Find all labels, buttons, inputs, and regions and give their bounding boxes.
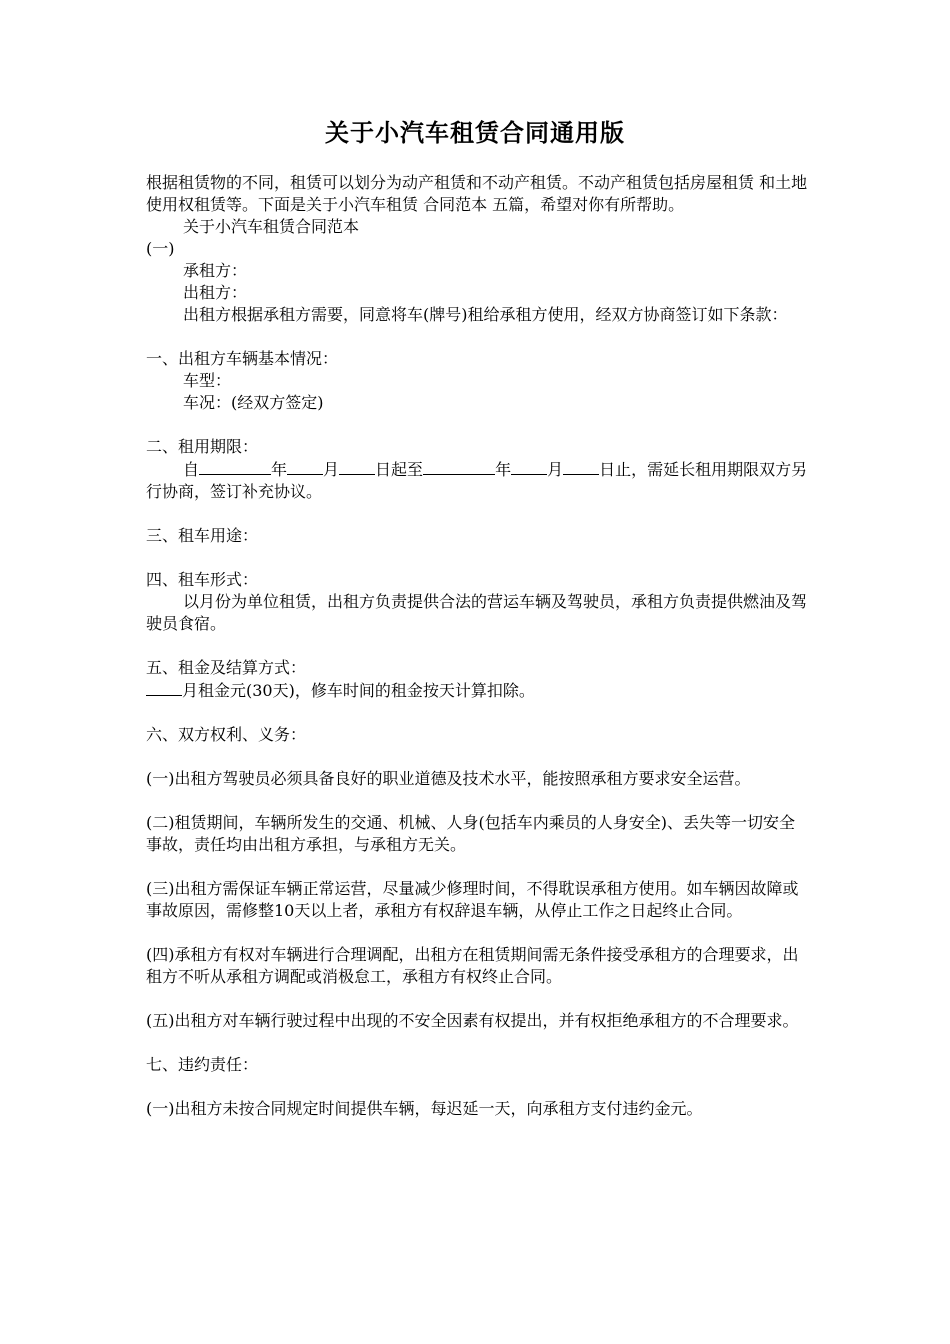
start-day-blank [339, 458, 375, 475]
section-6-item-1: (一)出租方驾驶员必须具备良好的职业道德及技术水平，能按照承租方要求安全运营。 [146, 769, 751, 788]
section-6-item-2: (二)租赁期间，车辆所发生的交通、机械、人身(包括车内乘员的人身安全)、丢失等一切安全事故，责任均由出租方承担，与承租方无关。 [146, 813, 795, 854]
lessor-line: 出租方： [183, 283, 248, 302]
spacer [146, 922, 810, 944]
car-condition-line: 车况：(经双方签定) [183, 393, 324, 412]
section-5-heading: 五、租金及结算方式： [146, 658, 307, 677]
section-5-text [146, 679, 810, 702]
year-label: 年 [271, 460, 288, 479]
spacer [146, 1076, 810, 1098]
year-label-2: 年 [495, 460, 512, 479]
spacer [146, 1032, 810, 1054]
section-5-text-body: 月租金元(30天)，修车时间的租金按天计算扣除。 [182, 681, 535, 700]
end-year-blank [423, 458, 495, 475]
rent-amount-blank [146, 679, 182, 696]
rental-period-paragraph [146, 458, 810, 503]
section-6-item-4: (四)承租方有权对车辆进行合理调配，出租方在租赁期间需无条件接受承租方的合理要求，出租方不听从承租方调配或消极怠工，承租方有权终止合同。 [146, 945, 799, 986]
from-label: 自 [183, 460, 200, 479]
spacer [146, 635, 810, 657]
section-7-heading: 七、违约责任： [146, 1055, 259, 1074]
spacer [146, 790, 810, 812]
month-label: 月 [323, 460, 340, 479]
document-title: 关于小汽车租赁合同通用版 [325, 118, 625, 147]
section-4-heading: 四、租车形式： [146, 570, 259, 589]
spacer [146, 988, 810, 1010]
end-day-blank [563, 458, 599, 475]
day-to-label: 日起至 [375, 460, 424, 479]
section-6-item-5: (五)出租方对车辆行驶过程中出现的不安全因素有权提出，并有权拒绝承租方的不合理要求。 [146, 1011, 799, 1030]
spacer [146, 414, 810, 436]
subtitle: 关于小汽车租赁合同范本 [183, 217, 360, 236]
month-label-2: 月 [547, 460, 564, 479]
end-month-blank [511, 458, 547, 475]
spacer [146, 547, 810, 569]
spacer [146, 326, 810, 348]
start-month-blank [287, 458, 323, 475]
lessee-line: 承租方： [183, 261, 248, 280]
start-year-blank [199, 458, 271, 475]
section-4-text: 以月份为单位租赁，出租方负责提供合法的营运车辆及驾驶员，承租方负责提供燃油及驾驶员食宿。 [146, 592, 808, 633]
preamble-paragraph: 出租方根据承租方需要，同意将车(牌号)租给承租方使用，经双方协商签订如下条款： [183, 305, 788, 324]
intro-paragraph: 根据租赁物的不同，租赁可以划分为动产租赁和不动产租赁。不动产租赁包括房屋租赁 和土地使用权租赁等。下面是关于小汽车租赁 合同范本 五篇，希望对你有所帮助。 [146, 173, 808, 214]
document-body [146, 172, 810, 1120]
section-7-item-1: (一)出租方未按合同规定时间提供车辆，每迟延一天，向承租方支付违约金元。 [146, 1099, 703, 1118]
section-6-heading: 六、双方权利、义务： [146, 725, 307, 744]
spacer [146, 503, 810, 525]
spacer [146, 746, 810, 768]
day-end-text: 日止，需延长租用期限双方另行协商，签订补充协议。 [146, 460, 808, 501]
section-2-heading: 二、租用期限： [146, 437, 259, 456]
car-model-line: 车型： [183, 371, 232, 390]
spacer [146, 856, 810, 878]
spacer [146, 702, 810, 724]
section-3-heading: 三、租车用途： [146, 526, 259, 545]
section-1-heading: 一、出租方车辆基本情况： [146, 349, 339, 368]
part-one-label: (一) [146, 239, 175, 258]
section-6-item-3: (三)出租方需保证车辆正常运营，尽量减少修理时间，不得耽误承租方使用。如车辆因故障或事故原因，需修整10天以上者，承租方有权辞退车辆，从停止工作之日起终止合同。 [146, 879, 799, 920]
